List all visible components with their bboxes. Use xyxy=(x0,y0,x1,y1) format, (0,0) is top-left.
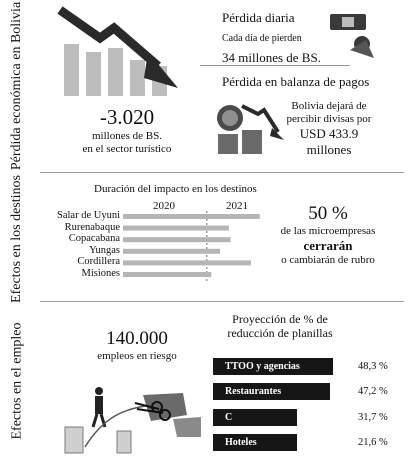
jobs-value: 140.000 xyxy=(106,328,168,349)
decline-bar xyxy=(86,52,101,96)
section-label-employment: Efectos en el empleo xyxy=(9,322,25,440)
chart-title-destinations: Duración del impacto en los destinos xyxy=(94,183,257,195)
x-tick-label: 2021 xyxy=(226,200,248,212)
payroll-value-label: 21,6 % xyxy=(358,437,388,448)
payroll-value-label: 47,2 % xyxy=(358,386,388,397)
destination-bar xyxy=(123,260,251,265)
destination-bar xyxy=(123,214,260,219)
ballot-box xyxy=(65,427,83,453)
destinations-chart xyxy=(123,211,273,286)
money-burn-icon xyxy=(322,8,384,60)
coin-stack-icon xyxy=(212,100,292,158)
decline-bar xyxy=(130,60,145,96)
micro-line2: cerrarán xyxy=(303,238,353,253)
payroll-bar: TTOO y agencias xyxy=(213,358,333,375)
balance-unit: millones xyxy=(306,142,352,157)
decline-bar xyxy=(64,44,79,96)
payroll-bar: Hoteles xyxy=(213,434,297,451)
payroll-value-label: 31,7 % xyxy=(358,412,388,423)
loss-block xyxy=(62,105,192,156)
section-label-economic: Pérdida económica en Bolivia xyxy=(9,1,24,171)
coin-stack xyxy=(218,134,238,154)
micro-line1: de las microempresas xyxy=(280,225,376,237)
payroll-bar: C xyxy=(213,409,297,426)
hand-shape xyxy=(173,417,201,437)
balance-line1: Bolivia dejará de xyxy=(291,100,367,112)
daily-sub: Cada día de pierden xyxy=(222,33,302,44)
micro-block xyxy=(268,203,388,267)
loss-value: -3.020 xyxy=(99,105,155,129)
bill-center xyxy=(342,17,354,27)
destination-label: Salar de Uyuni xyxy=(57,210,120,221)
coin-face xyxy=(222,110,238,126)
destination-label: Rurenabaque xyxy=(64,221,120,233)
ballot-box xyxy=(117,431,131,453)
daily-title: Pérdida diaria xyxy=(222,10,295,25)
balance-block xyxy=(284,100,374,158)
chart-title-payroll: Proyección de % de reducción de planillas xyxy=(227,312,333,340)
person-body xyxy=(95,396,103,414)
balance-value: USD 433.9 xyxy=(299,126,359,141)
flame-shape xyxy=(350,40,374,58)
loss-line1: millones de BS. xyxy=(92,130,162,142)
destination-label: Cordillera xyxy=(77,256,120,268)
coin-stack xyxy=(242,130,262,154)
jobs-block xyxy=(72,328,202,363)
decline-arrow xyxy=(242,106,278,132)
loss-line2: en el sector turístico xyxy=(82,143,172,155)
balance-line2: percibir divisas por xyxy=(286,113,372,125)
destination-label: Misiones xyxy=(81,268,120,279)
section-divider xyxy=(40,301,404,302)
decline-arrowhead xyxy=(144,52,178,88)
destination-label: Copacabana xyxy=(68,233,120,245)
daily-value: 34 millones de BS. xyxy=(222,50,321,65)
person-leg xyxy=(93,414,97,427)
destination-label: Yungas xyxy=(89,244,120,256)
scissors-cut-graphic xyxy=(55,375,205,459)
destination-bar xyxy=(123,226,229,231)
micro-pct: 50 % xyxy=(308,203,348,224)
micro-line3: o cambiarán de rubro xyxy=(281,254,375,266)
payroll-bar: Restaurantes xyxy=(213,383,330,400)
person-head xyxy=(95,387,103,395)
balance-title: Pérdida en balanza de pagos xyxy=(222,74,370,89)
section-label-destinations: Efectos en los destinos xyxy=(9,175,25,303)
x-tick-label: 2020 xyxy=(153,200,175,212)
declining-bars-graphic xyxy=(56,4,186,96)
jobs-label: empleos en riesgo xyxy=(97,350,177,362)
section-divider xyxy=(40,172,404,173)
destination-bar xyxy=(123,272,211,277)
decline-bar xyxy=(108,48,123,96)
destination-bar xyxy=(123,249,220,254)
destination-bar xyxy=(123,237,231,242)
payroll-value-label: 48,3 % xyxy=(358,361,388,372)
